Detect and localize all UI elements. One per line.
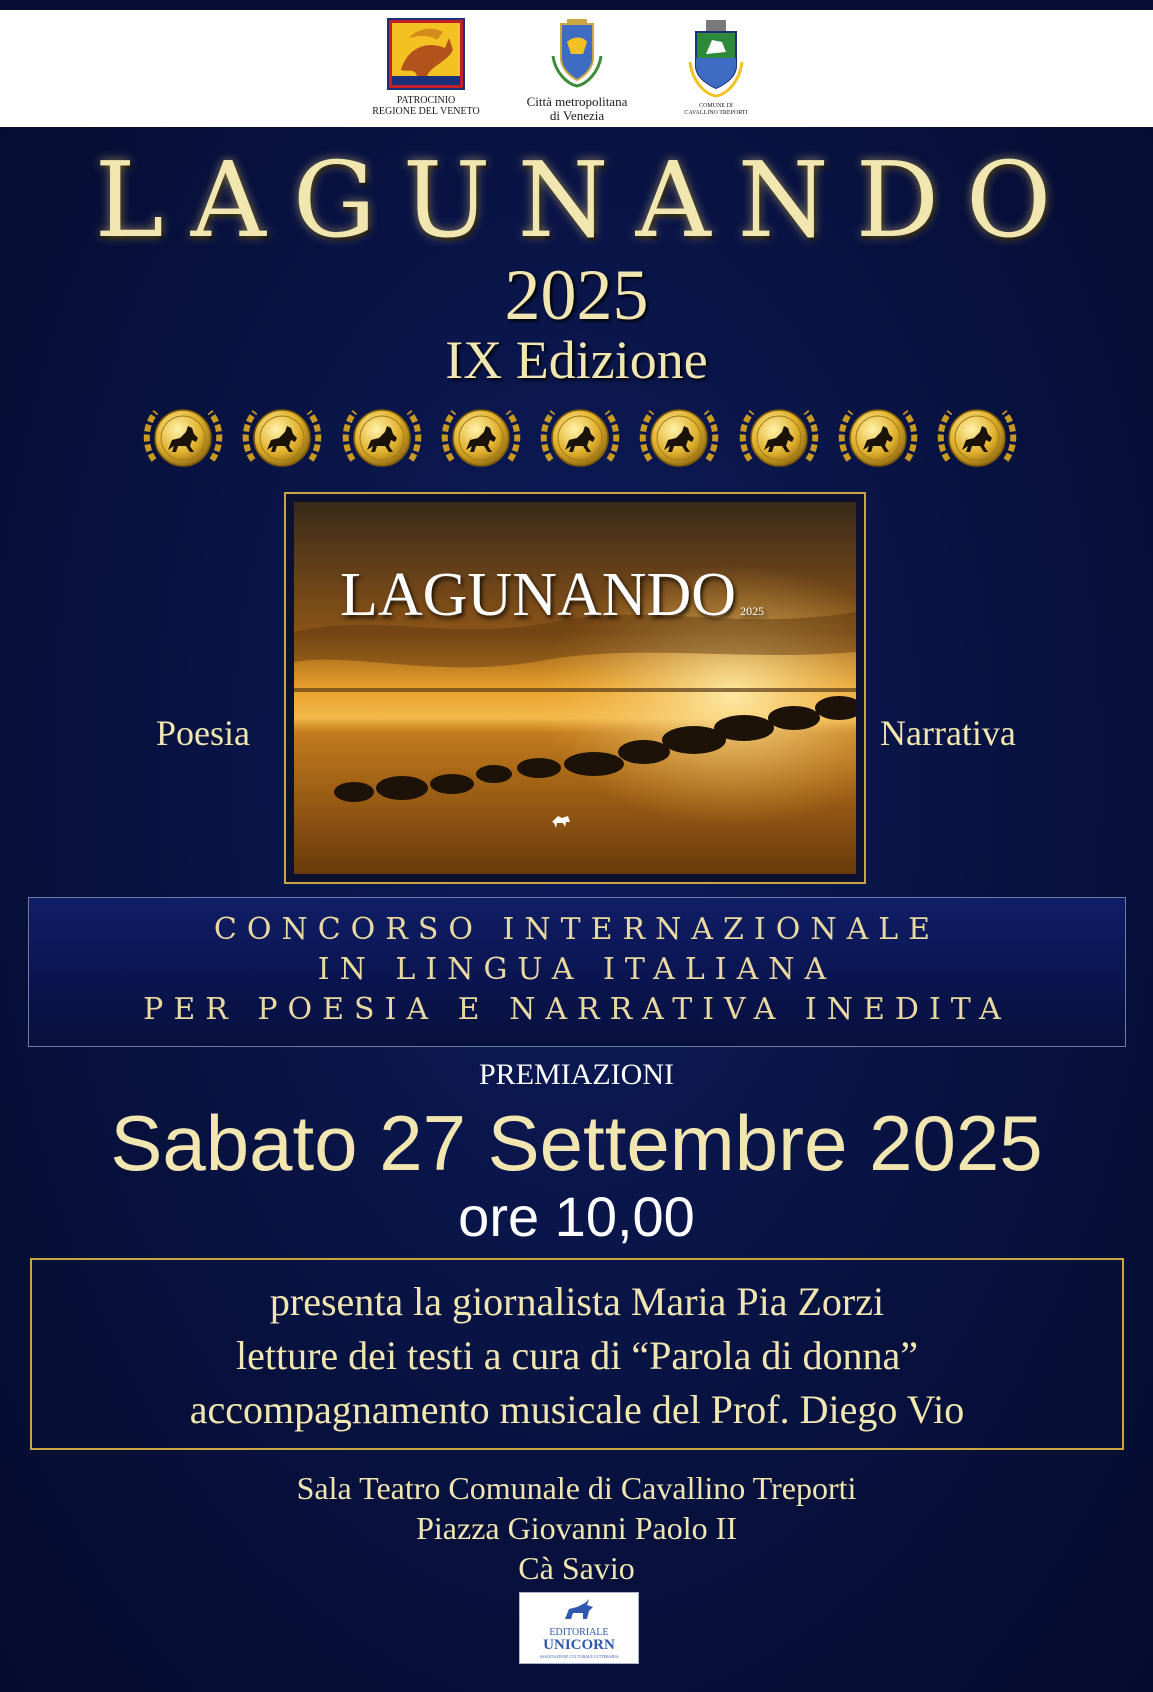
venezia-caption-2: di Venezia — [549, 108, 605, 123]
venue-line-1: Sala Teatro Comunale di Cavallino Treporti — [296, 1470, 857, 1506]
laurel-medal-icon — [537, 398, 623, 478]
cover-title — [340, 560, 764, 631]
publisher-name-2: UNICORN — [543, 1637, 615, 1653]
venezia-caption-1: Città metropolitana — [526, 94, 628, 109]
unicorn-logo-icon — [559, 1597, 599, 1625]
cavallino-crest-icon — [686, 18, 746, 98]
cavallino-caption-2: CAVALLINO TREPORTI — [684, 110, 748, 116]
publisher-name-1: EDITORIALE — [549, 1627, 609, 1638]
veneto-caption-1: PATROCINIO — [396, 95, 456, 106]
laurel-medal-icon — [934, 398, 1020, 478]
event-time: ore 10,00 — [458, 1185, 695, 1248]
poesia-label: Poesia — [156, 713, 250, 753]
venue-line-3: Cà Savio — [518, 1550, 635, 1586]
sponsor-cavallino-treporti — [678, 18, 754, 117]
cavallino-caption-1: COMUNE DI — [699, 103, 733, 109]
publisher-tagline: ASSOCIAZIONE CULTURALE LETTERARIA — [539, 1654, 619, 1659]
laurel-medal-icon — [140, 398, 226, 478]
laurel-medal-icon — [339, 398, 425, 478]
laurel-medal-icon — [438, 398, 524, 478]
contest-banner — [28, 897, 1126, 1047]
laurel-medal-icon — [835, 398, 921, 478]
readings-line: letture dei testi a cura di “Parola di donna” — [236, 1333, 918, 1378]
music-line: accompagnamento musicale del Prof. Diego Vio — [189, 1387, 965, 1432]
awards-label: PREMIAZIONI — [479, 1058, 674, 1091]
edition-label: IX Edizione — [445, 330, 708, 390]
event-title: LAGUNANDO — [94, 139, 1079, 261]
presenter-line: presenta la giornalista Maria Pia Zorzi — [269, 1279, 885, 1324]
narrativa-label: Narrativa — [880, 713, 1016, 753]
laurel-medal-icon — [239, 398, 325, 478]
veneto-caption-2: REGIONE DEL VENETO — [372, 106, 480, 117]
sponsor-logo-strip — [0, 10, 1153, 127]
event-year: 2025 — [504, 255, 649, 335]
book-cover-image — [294, 502, 856, 874]
publisher-logo — [519, 1592, 639, 1664]
sponsor-regione-veneto — [366, 18, 486, 117]
event-date: Sabato 27 Settembre 2025 — [110, 1099, 1043, 1187]
regione-veneto-logo-icon — [387, 18, 465, 90]
medal-row — [140, 398, 1020, 480]
laurel-medal-icon — [636, 398, 722, 478]
cover-title-text: LAGUNANDO — [340, 561, 737, 629]
cover-year: 2025 — [740, 604, 765, 618]
lagoon-sunset-image — [294, 502, 856, 874]
venezia-crest-icon — [547, 18, 607, 90]
laurel-medal-icon — [736, 398, 822, 478]
program-details-box — [30, 1258, 1124, 1450]
book-cover — [284, 492, 866, 884]
contest-line-1: CONCORSO INTERNAZIONALE — [213, 912, 941, 947]
top-border — [0, 0, 1153, 10]
contest-line-2: IN LINGUA ITALIANA — [317, 952, 837, 987]
sponsor-citta-metropolitana — [512, 18, 642, 123]
contest-line-3: PER POESIA E NARRATIVA INEDITA — [143, 992, 1011, 1027]
venue-line-2: Piazza Giovanni Paolo II — [416, 1510, 737, 1546]
